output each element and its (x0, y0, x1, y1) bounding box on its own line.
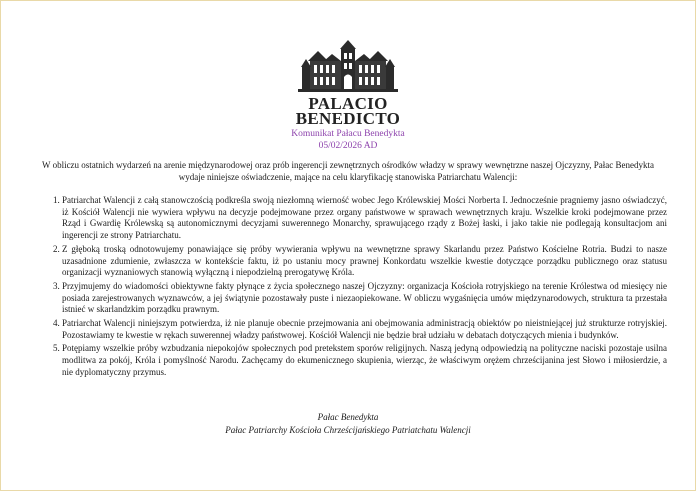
list-item: 1. Patriarchat Walencji z całą stanowczością podkreśla swoją niezłomną wierność wobec Jego Królewskiej Mości Norberta I. Jednocześnie pragniemy jasno oświadczyć, iż Kościół Walencji nie wywiera wpływu na decyzje podejmowane przez organy państwowe w sprawach wewnętrznych kraju. Wszelkie kroki podejmowane przez Rząd i Gwardię Królewską są autonomicznymi decyzjami suwerennego Monarchy, sprawującego rządy z Bożej łaski, i jako takie nie podlegają konsultacjom ani ingerencji ze strony Patriarchatu. (62, 195, 667, 242)
list-item: 3. Przyjmujemy do wiadomości obiektywne fakty płynące z życia społecznego naszej Ojczyzny: organizacja Kościoła rotryjskiego na terenie Królestwa od miesięcy nie posiada zarejestrowanych wyznawców, a jej świątynie pozostawały puste i niezaopiekowane. W obliczu wygaśnięcia umów międzynarodowych, struktura ta przestała istnieć w skarlandzkim porządku prawnym. (62, 281, 667, 316)
document-subtitle: Komunikat Pałacu Benedykta (291, 129, 405, 139)
intro-paragraph: W obliczu ostatnich wydarzeń na arenie międzynarodowej oraz prób ingerencji zewnętrznych ośrodków władzy w sprawy wewnętrzne naszej Ojczyzny, Pałac Benedykta wydaje niniejsze oświadczenie, mające na celu klaryfikację stanowiska Patriarchatu Walencji: (41, 160, 654, 182)
list-item: 4. Patriarchat Walencji niniejszym potwierdza, iż nie planuje obecnie przejmowania ani obejmowania administracją obiektów po nieistniejącej już strukturze rotryjskiej. Pozostawiamy te kwestie w rękach suwerennej władzy państwowej. Kościół Walencji nie będzie brał udziału w debatach dotyczących mienia i budynków. (62, 318, 667, 341)
logo-line-1: PALACIO (308, 94, 388, 113)
signature-line-1: Pałac Benedykta (317, 412, 379, 422)
signature-line-2: Pałac Patriarchy Kościoła Chrześcijańskiego Patriatchatu Walencji (225, 425, 471, 435)
list-item: 5. Potępiamy wszelkie próby wzbudzania niepokojów społecznych pod pretekstem sporów religijnych. Naszą jedyną odpowiedzią na polityczne naciski pozostaje usilna modlitwa za pokój, Króla i pomyślność Narodu. Zachęcamy do ekumenicznego skupienia, wierząc, że właściwym orężem chrześcijanina jest Słowo i miłosierdzie, a nie dyplomatyczny przymus. (62, 343, 667, 378)
list-item: 2. Z głęboką troską odnotowujemy ponawiające się próby wywierania wpływu na wewnętrzne sprawy Skarlandu przez Państwo Kościelne Rotria. Budzi to nasze uzasadnione zdumienie, zwłaszcza w kontekście faktu, iż po ustaniu mocy prawnej Konkordatu wszelkie kwestie dotyczące porządku publicznego oraz statusu organizacji wyznaniowych stanowią wyłączną i niepodzielną prerogatywę Króla. (62, 244, 667, 279)
logo-wordmark (1, 96, 695, 126)
logo-line-2: BENEDICTO (295, 109, 401, 128)
palace-building-icon (296, 39, 400, 95)
signature-block (1, 411, 695, 437)
statement-points-list (41, 195, 667, 381)
header (1, 39, 695, 152)
document-date: 05/02/2026 AD (318, 141, 378, 151)
